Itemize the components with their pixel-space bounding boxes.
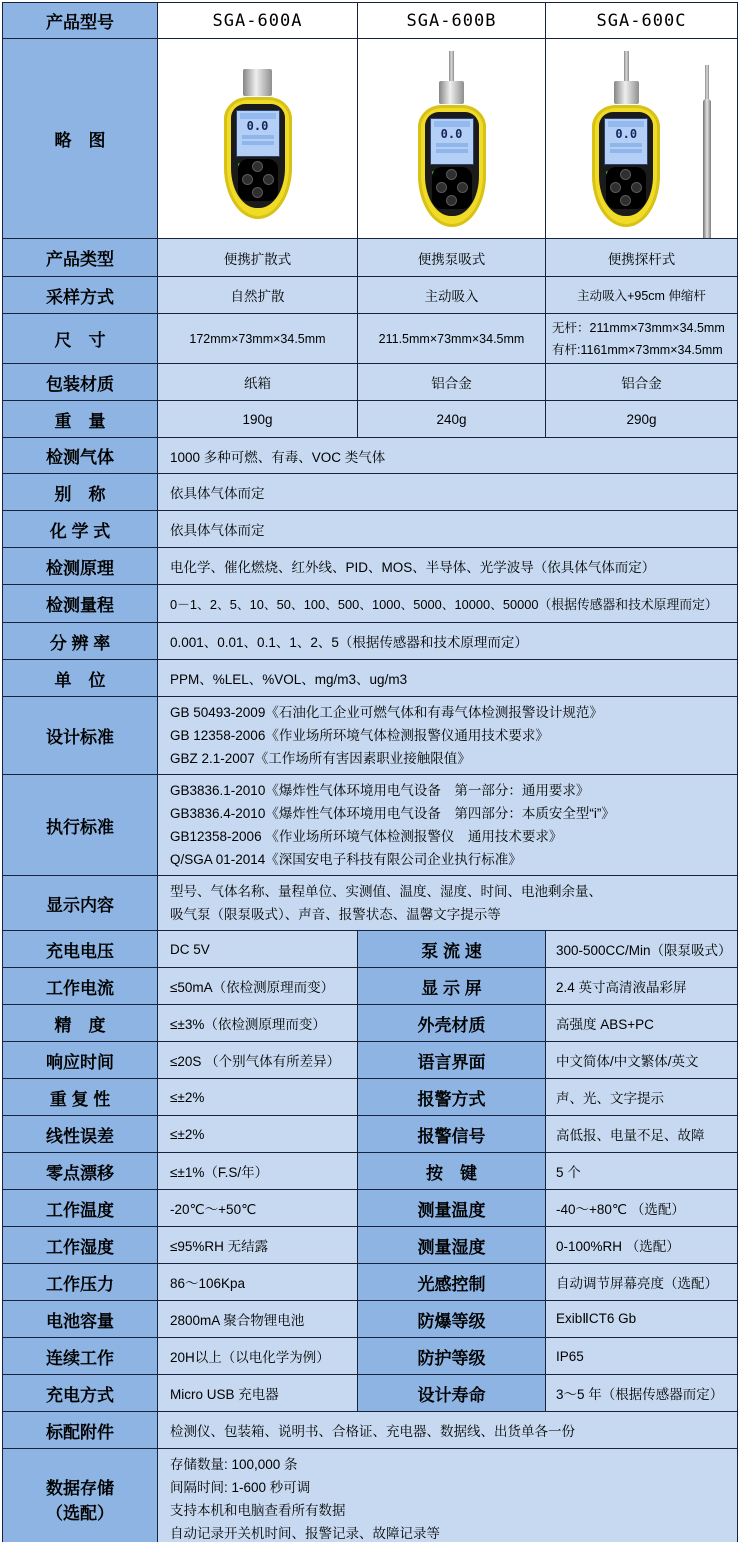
- label-weight: 重 量: [3, 401, 158, 438]
- value-alias: 依具体气体而定: [158, 474, 738, 511]
- row-resolution: [3, 623, 738, 660]
- sensor-cap: [614, 81, 639, 104]
- spec-label: 响应时间: [3, 1042, 158, 1079]
- row-detection-range: [3, 585, 738, 623]
- value-sampling-a: 自然扩散: [158, 277, 358, 314]
- spec-value: DC 5V: [158, 931, 358, 968]
- spec-label: 零点漂移: [3, 1153, 158, 1190]
- spec-label: 报警信号: [358, 1116, 546, 1153]
- spec-value: 5 个: [546, 1153, 738, 1190]
- spec-label: 连续工作: [3, 1338, 158, 1375]
- product-photo-sga-600b: [358, 39, 546, 239]
- spec-table: [2, 2, 738, 1542]
- value-design-standard: [158, 697, 738, 775]
- data-storage-line: 间隔时间: 1-600 秒可调: [170, 1480, 311, 1495]
- spec-value: -40～+80℃ （选配）: [546, 1190, 738, 1227]
- spec-row: [3, 1153, 738, 1190]
- device-keypad: [606, 167, 646, 209]
- model-name-b: SGA-600B: [358, 3, 546, 39]
- spec-row: [3, 1264, 738, 1301]
- spec-value: ≤±2%: [158, 1079, 358, 1116]
- value-detection-principle: 电化学、催化燃烧、红外线、PID、MOS、半导体、光学波导（依具体气体而定）: [158, 548, 738, 585]
- device-body: [224, 97, 292, 219]
- execution-standard-line: GB3836.4-2010《爆炸性气体环境用电气设备 第四部分：本质安全型“i”》: [170, 806, 615, 821]
- spec-row: [3, 1301, 738, 1338]
- spec-value: Micro USB 充电器: [158, 1375, 358, 1412]
- spec-value: 20H以上（以电化学为例）: [158, 1338, 358, 1375]
- product-photo-sga-600a: [158, 39, 358, 239]
- row-sampling: [3, 277, 738, 314]
- value-execution-standard: [158, 775, 738, 876]
- value-dims-c-with-rod: 有杆:1161mm×73mm×34.5mm: [552, 342, 723, 357]
- value-packaging-b: 铝合金: [358, 364, 546, 401]
- value-type-a: 便携扩散式: [158, 239, 358, 277]
- spec-row: [3, 1227, 738, 1264]
- spec-label: 工作压力: [3, 1264, 158, 1301]
- value-chemical-formula: 依具体气体而定: [158, 511, 738, 548]
- spec-label: 按 键: [358, 1153, 546, 1190]
- device-illustration-probe-rod: [592, 51, 660, 227]
- row-dimensions: [3, 314, 738, 364]
- value-sampling-c: 主动吸入+95cm 伸缩杆: [546, 277, 738, 314]
- spec-label: 语言界面: [358, 1042, 546, 1079]
- execution-standard-line: Q/SGA 01-2014《深国安电子科技有限公司企业执行标准》: [170, 852, 522, 867]
- spec-row: [3, 1042, 738, 1079]
- spec-label: 光感控制: [358, 1264, 546, 1301]
- spec-value: 0-100%RH （选配）: [546, 1227, 738, 1264]
- spec-value: ≤±3%（依检测原理而变）: [158, 1005, 358, 1042]
- display-content-line: 型号、气体名称、量程单位、实测值、温度、湿度、时间、电池剩余量、: [170, 884, 602, 899]
- data-storage-line: 自动记录开关机时间、报警记录、故障记录等: [170, 1526, 440, 1541]
- row-detection-principle: [3, 548, 738, 585]
- pump-probe: [449, 51, 454, 81]
- spec-value: 高强度 ABS+PC: [546, 1005, 738, 1042]
- row-weight: [3, 401, 738, 438]
- spec-label: 设计寿命: [358, 1375, 546, 1412]
- design-standard-line: GB 12358-2006《作业场所环境气体检测报警仪通用技术要求》: [170, 728, 549, 743]
- label-data-storage: [3, 1449, 158, 1542]
- row-packaging: [3, 364, 738, 401]
- row-product-type: [3, 239, 738, 277]
- spec-value: -20℃～+50℃: [158, 1190, 358, 1227]
- row-detected-gas: [3, 438, 738, 474]
- row-accessories: [3, 1412, 738, 1449]
- value-type-c: 便携探杆式: [546, 239, 738, 277]
- value-accessories: 检测仪、包装箱、说明书、合格证、充电器、数据线、出货单各一份: [158, 1412, 738, 1449]
- spec-label: 外壳材质: [358, 1005, 546, 1042]
- model-name-c: SGA-600C: [546, 3, 738, 39]
- spec-row: [3, 1005, 738, 1042]
- value-dims-c-no-rod: 无杆：211mm×73mm×34.5mm: [552, 320, 725, 335]
- label-data-storage-line2: （选配）: [46, 1504, 114, 1523]
- spec-label: 重 复 性: [3, 1079, 158, 1116]
- spec-value: 高低报、电量不足、故障: [546, 1116, 738, 1153]
- spec-label: 显 示 屏: [358, 968, 546, 1005]
- row-display-content: [3, 876, 738, 931]
- spec-value: 中文简体/中文繁体/英文: [546, 1042, 738, 1079]
- label-detected-gas: 检测气体: [3, 438, 158, 474]
- sensor-cap: [243, 69, 272, 96]
- value-dims-c: [546, 314, 738, 364]
- spec-label: 报警方式: [358, 1079, 546, 1116]
- row-design-standard: [3, 697, 738, 775]
- spec-label: 测量温度: [358, 1190, 546, 1227]
- device-keypad: [432, 167, 472, 209]
- label-sketch: 略 图: [3, 39, 158, 239]
- label-execution-standard: 执行标准: [3, 775, 158, 876]
- device-illustration-pump: [418, 51, 486, 227]
- value-dims-b: 211.5mm×73mm×34.5mm: [358, 314, 546, 364]
- telescopic-rod: [703, 99, 711, 239]
- data-storage-line: 存储数量: 100,000 条: [170, 1457, 298, 1472]
- label-sampling: 采样方式: [3, 277, 158, 314]
- spec-row: [3, 1116, 738, 1153]
- value-type-b: 便携泵吸式: [358, 239, 546, 277]
- screen-value: 0.0: [615, 126, 638, 141]
- row-alias: [3, 474, 738, 511]
- spec-value: ≤20S （个别气体有所差异）: [158, 1042, 358, 1079]
- spec-value: IP65: [546, 1338, 738, 1375]
- spec-label: 充电电压: [3, 931, 158, 968]
- spec-label: 充电方式: [3, 1375, 158, 1412]
- value-weight-a: 190g: [158, 401, 358, 438]
- device-body: [418, 105, 486, 227]
- label-data-storage-line1: 数据存储: [46, 1479, 114, 1498]
- model-name-a: SGA-600A: [158, 3, 358, 39]
- execution-standard-line: GB12358-2006 《作业场所环境气体检测报警仪 通用技术要求》: [170, 829, 563, 844]
- value-dims-a: 172mm×73mm×34.5mm: [158, 314, 358, 364]
- spec-row: [3, 1079, 738, 1116]
- spec-value: ≤50mA（依检测原理而变）: [158, 968, 358, 1005]
- row-sketch: [3, 39, 738, 239]
- spec-value: 2800mA 聚合物锂电池: [158, 1301, 358, 1338]
- device-body: [592, 105, 660, 227]
- spec-row: [3, 1190, 738, 1227]
- label-display-content: 显示内容: [3, 876, 158, 931]
- spec-value: ≤±1%（F.S/年）: [158, 1153, 358, 1190]
- value-data-storage: [158, 1449, 738, 1542]
- value-detected-gas: 1000 多种可燃、有毒、VOC 类气体: [158, 438, 738, 474]
- value-weight-c: 290g: [546, 401, 738, 438]
- spec-label: 防爆等级: [358, 1301, 546, 1338]
- design-standard-line: GB 50493-2009《石油化工企业可燃气体和有毒气体检测报警设计规范》: [170, 705, 603, 720]
- spec-value: 86～106Kpa: [158, 1264, 358, 1301]
- screen-value: 0.0: [246, 118, 269, 133]
- value-packaging-a: 纸箱: [158, 364, 358, 401]
- spec-label: 测量湿度: [358, 1227, 546, 1264]
- label-detection-principle: 检测原理: [3, 548, 158, 585]
- spec-label: 工作温度: [3, 1190, 158, 1227]
- spec-label: 精 度: [3, 1005, 158, 1042]
- row-execution-standard: [3, 775, 738, 876]
- sensor-cap: [439, 81, 464, 104]
- label-chemical-formula: 化 学 式: [3, 511, 158, 548]
- spec-row: [3, 931, 738, 968]
- value-resolution: 0.001、0.01、0.1、1、2、5（根据传感器和技术原理而定）: [158, 623, 738, 660]
- spec-value: 2.4 英寸高清液晶彩屏: [546, 968, 738, 1005]
- label-detection-range: 检测量程: [3, 585, 158, 623]
- label-alias: 别 称: [3, 474, 158, 511]
- data-storage-line: 支持本机和电脑查看所有数据: [170, 1503, 346, 1518]
- label-unit: 单 位: [3, 660, 158, 697]
- device-screen: [604, 118, 648, 165]
- display-content-line: 吸气泵（限泵吸式）、声音、报警状态、温馨文字提示等: [170, 907, 501, 922]
- device-illustration-diffusion: [224, 51, 292, 219]
- label-accessories: 标配附件: [3, 1412, 158, 1449]
- spec-label: 工作电流: [3, 968, 158, 1005]
- pump-probe: [624, 51, 629, 81]
- spec-row: [3, 968, 738, 1005]
- device-screen: [430, 118, 474, 165]
- spec-label: 电池容量: [3, 1301, 158, 1338]
- spec-row: [3, 1338, 738, 1375]
- spec-value: 3～5 年（根据传感器而定）: [546, 1375, 738, 1412]
- value-sampling-b: 主动吸入: [358, 277, 546, 314]
- label-product-type: 产品类型: [3, 239, 158, 277]
- spec-label: 防护等级: [358, 1338, 546, 1375]
- value-detection-range: 0－1、2、5、10、50、100、500、1000、5000、10000、50000（根据传感器和技术原理而定）: [158, 585, 738, 623]
- spec-value: ≤95%RH 无结露: [158, 1227, 358, 1264]
- spec-label: 工作湿度: [3, 1227, 158, 1264]
- execution-standard-line: GB3836.1-2010《爆炸性气体环境用电气设备 第一部分：通用要求》: [170, 783, 590, 798]
- row-unit: [3, 660, 738, 697]
- spec-value: 声、光、文字提示: [546, 1079, 738, 1116]
- spec-value: 自动调节屏幕亮度（选配）: [546, 1264, 738, 1301]
- device-keypad: [238, 159, 278, 201]
- label-packaging: 包装材质: [3, 364, 158, 401]
- label-dimensions: 尺 寸: [3, 314, 158, 364]
- product-photo-sga-600c: [546, 39, 738, 239]
- spec-label: 线性误差: [3, 1116, 158, 1153]
- device-screen: [236, 110, 280, 157]
- design-standard-line: GBZ 2.1-2007《工作场所有害因素职业接触限值》: [170, 751, 471, 766]
- row-chemical-formula: [3, 511, 738, 548]
- spec-value: 300-500CC/Min（限泵吸式）: [546, 931, 738, 968]
- label-resolution: 分 辨 率: [3, 623, 158, 660]
- value-unit: PPM、%LEL、%VOL、mg/m3、ug/m3: [158, 660, 738, 697]
- value-weight-b: 240g: [358, 401, 546, 438]
- row-product-model: [3, 3, 738, 39]
- label-design-standard: 设计标准: [3, 697, 158, 775]
- value-packaging-c: 铝合金: [546, 364, 738, 401]
- screen-value: 0.0: [440, 126, 463, 141]
- value-display-content: [158, 876, 738, 931]
- spec-value: ExibⅡCT6 Gb: [546, 1301, 738, 1338]
- spec-label: 泵 流 速: [358, 931, 546, 968]
- label-product-model: 产品型号: [3, 3, 158, 39]
- row-data-storage: [3, 1449, 738, 1542]
- spec-value: ≤±2%: [158, 1116, 358, 1153]
- spec-row: [3, 1375, 738, 1412]
